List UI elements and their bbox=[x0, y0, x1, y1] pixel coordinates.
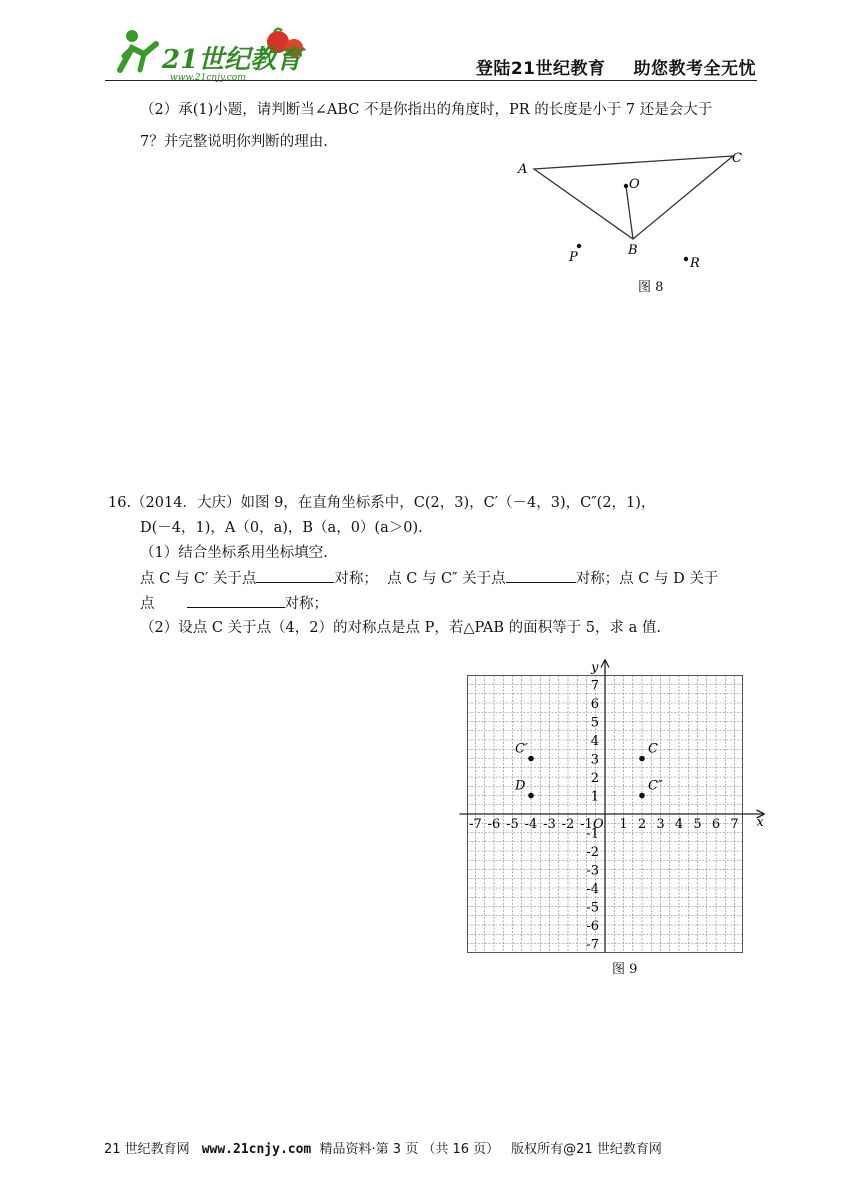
x-tick-label: 1 bbox=[619, 817, 628, 832]
q16-line2: D(－4，1)，A（0，a)，B（a，0）(a＞0). bbox=[140, 520, 423, 536]
label-p: P bbox=[569, 250, 578, 265]
q15-part2-line2: 7？并完整说明你判断的理由. bbox=[140, 134, 328, 150]
fill-text-d: 对称；点 C 与 D 关于 bbox=[575, 571, 719, 587]
y-tick-label: 1 bbox=[590, 789, 599, 805]
y-tick-label: 7 bbox=[590, 678, 599, 694]
answer-blank-1[interactable] bbox=[256, 568, 334, 583]
x-tick-label: -2 bbox=[561, 817, 575, 832]
logo-url: www.21cnjy.com bbox=[170, 73, 246, 83]
triangle-abc bbox=[534, 156, 733, 239]
q16-fill-line2 bbox=[140, 593, 328, 614]
label-r: R bbox=[690, 256, 700, 271]
q16-fill-line1 bbox=[140, 568, 718, 589]
label-o: O bbox=[629, 177, 640, 192]
point-label: D bbox=[515, 778, 526, 794]
y-tick-label: 5 bbox=[590, 715, 599, 731]
footer-copyright: 版权所有@21 世纪教育网 bbox=[511, 1142, 662, 1157]
segment-ob bbox=[626, 186, 633, 239]
point-r bbox=[684, 257, 688, 261]
tagline-right: 助您教考全无忧 bbox=[633, 59, 756, 79]
page-footer bbox=[104, 1138, 674, 1157]
y-tick-label: 4 bbox=[590, 734, 599, 749]
x-tick-label: 2 bbox=[637, 817, 647, 832]
q16-part2: （2）设点 C 关于点（4，2）的对称点是点 P，若△PAB 的面积等于 5，求 a 值. bbox=[140, 620, 661, 636]
point-p bbox=[577, 244, 581, 248]
fill-text-a: 点 C 与 C′ 关于点 bbox=[140, 571, 257, 587]
y-axis-label: y bbox=[591, 660, 599, 676]
footer-brand: 21 世纪教育网 bbox=[104, 1142, 190, 1157]
plotted-points bbox=[514, 742, 663, 799]
x-tick-label: -4 bbox=[524, 817, 538, 832]
y-tick-label: -5 bbox=[586, 900, 599, 916]
header-tagline bbox=[476, 54, 756, 79]
x-tick-label: -7 bbox=[469, 817, 482, 832]
x-tick-label: -1 bbox=[580, 817, 593, 832]
plotted-point bbox=[528, 756, 534, 762]
fill-text-f: 对称； bbox=[284, 596, 328, 612]
axes bbox=[460, 660, 765, 953]
figure-8-caption: 图 8 bbox=[638, 280, 664, 295]
answer-blank-2[interactable] bbox=[506, 568, 576, 583]
tagline-left: 登陆21世纪教育 bbox=[475, 59, 606, 79]
y-tick-label: -2 bbox=[586, 845, 599, 860]
y-tick-label: -3 bbox=[586, 863, 599, 879]
fill-text-c: 点 C 与 C″ 关于点 bbox=[387, 571, 506, 587]
x-tick-label: 7 bbox=[730, 817, 739, 832]
footer-url[interactable]: www.21cnjy.com bbox=[201, 1142, 312, 1157]
answer-blank-3[interactable] bbox=[187, 593, 285, 608]
logo-text: 21世纪教育 bbox=[162, 45, 303, 75]
point-label: C′ bbox=[515, 741, 528, 757]
x-tick-label: 5 bbox=[693, 817, 702, 832]
label-c: C bbox=[732, 151, 742, 166]
y-tick-label: -4 bbox=[586, 882, 599, 897]
figure-9-caption: 图 9 bbox=[612, 962, 638, 977]
x-tick-label: -6 bbox=[487, 817, 501, 832]
y-tick-label: -1 bbox=[586, 826, 599, 842]
x-tick-label: -3 bbox=[543, 817, 556, 832]
label-a: A bbox=[518, 162, 528, 177]
x-tick-label: 6 bbox=[711, 817, 721, 832]
figure-8 bbox=[510, 148, 770, 278]
x-tick-label: 3 bbox=[656, 817, 665, 832]
tick-labels bbox=[469, 679, 738, 953]
origin-label: O bbox=[593, 817, 604, 832]
y-tick-label: -6 bbox=[586, 919, 599, 934]
fill-text-e: 点 bbox=[140, 596, 155, 612]
x-axis-label: x bbox=[756, 815, 764, 830]
y-tick-label: 3 bbox=[590, 752, 599, 768]
figure-9-coordinate-grid bbox=[455, 648, 764, 953]
header-divider bbox=[105, 80, 757, 81]
x-tick-label: 4 bbox=[674, 817, 684, 832]
fill-text-b: 对称； bbox=[334, 571, 378, 587]
q15-part2-line1: （2）承(1)小题，请判断当∠ABC 不是你指出的角度时，PR 的长度是小于 7 还是会大于 bbox=[140, 102, 713, 118]
y-tick-label: -7 bbox=[586, 937, 599, 953]
plotted-point bbox=[639, 793, 645, 799]
plotted-point bbox=[528, 793, 534, 799]
point-label: C bbox=[648, 741, 658, 757]
plotted-point bbox=[639, 756, 645, 762]
q16-part1-title: （1）结合坐标系用坐标填空. bbox=[140, 545, 328, 561]
x-tick-label: -5 bbox=[506, 817, 519, 832]
q16-line1: 16.（2014．大庆）如图 9，在直角坐标系中，C(2，3)，C′（－4，3)，C″(2，1)， bbox=[108, 495, 656, 511]
footer-page-info: 精品资料·第 3 页 （共 16 页） bbox=[319, 1142, 500, 1157]
y-tick-label: 2 bbox=[590, 771, 599, 786]
label-b: B bbox=[628, 243, 638, 258]
logo-runner-icon bbox=[110, 22, 310, 84]
y-tick-label: 6 bbox=[590, 697, 599, 712]
point-label: C″ bbox=[648, 778, 663, 794]
site-logo bbox=[110, 22, 310, 84]
point-o bbox=[624, 184, 628, 188]
